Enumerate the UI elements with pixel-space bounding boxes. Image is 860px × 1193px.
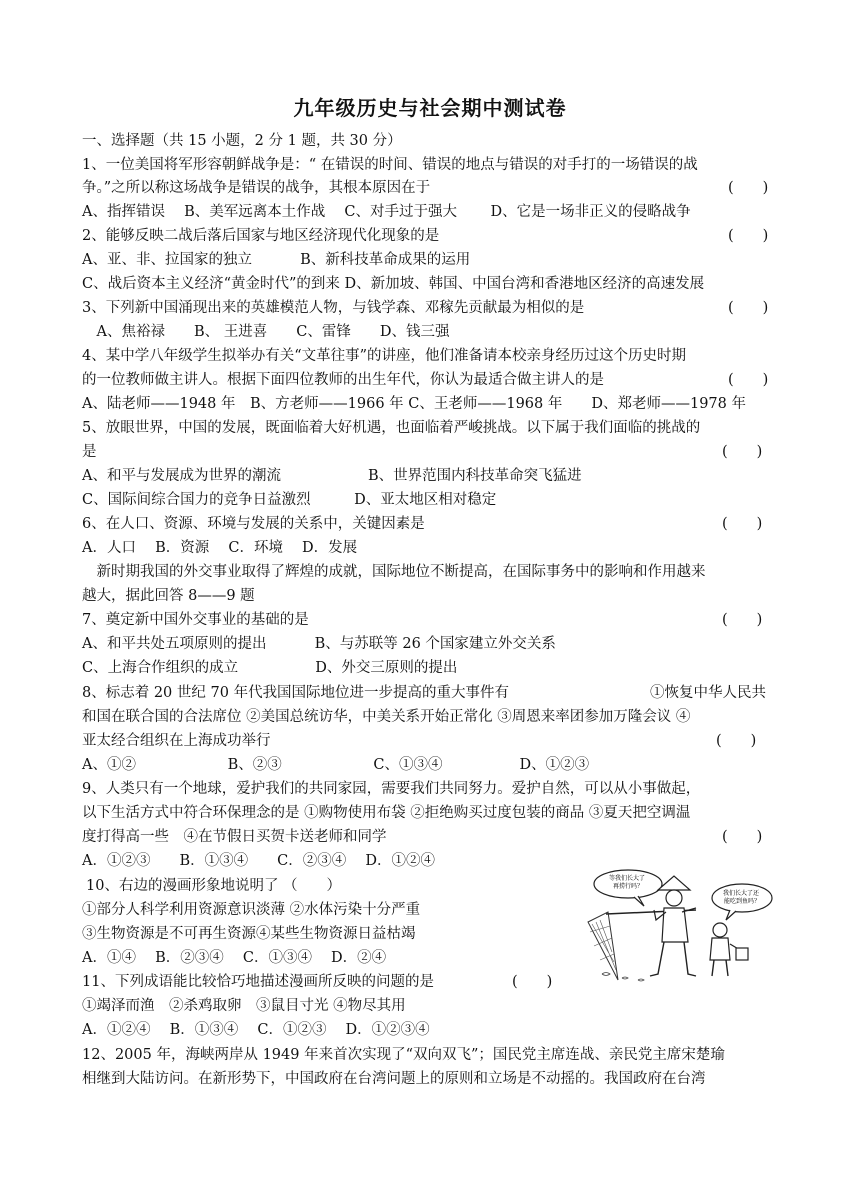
q2-options-cd: C、战后资本主义经济“黄金时代”的到来 D、新加坡、韩国、中国台湾和香港地区经济的高速发展	[82, 276, 705, 292]
q9-line2: 以下生活方式中符合环保理念的是 ①购物使用布袋 ②拒绝购买过度包装的商品 ③夏天把空调温	[82, 805, 691, 821]
bubble-left-line2: 再捞行吗？	[612, 883, 644, 890]
child-body	[710, 938, 730, 960]
q8-answer-paren: ( )	[716, 733, 757, 749]
q9-line3: 度打得高一些 ④在节假日买贺卡送老师和同学	[82, 829, 387, 845]
q5-answer-paren: ( )	[722, 444, 763, 460]
q5-line1: 5、放眼世界，中国的发展，既面临着大好机遇，也面临着严峻挑战。以下属于我们面临的挑战的	[82, 420, 701, 436]
q6-line1: 6、在人口、资源、环境与发展的关系中，关键因素是	[82, 516, 425, 532]
fishing-cartoon-image	[578, 862, 778, 986]
q7-options-ab: A、和平共处五项原则的提出 B、与苏联等 26 个国家建立外交关系	[82, 636, 556, 652]
q7-answer-paren: ( )	[722, 612, 763, 628]
q11-options: A．①②④ B．①③④ C．①②③ D．①②③④	[82, 1022, 430, 1038]
q4-line2: 的一位教师做主讲人。根据下面四位教师的出生年代，你认为最适合做主讲人的是	[82, 372, 604, 388]
q10-line1: 10、右边的漫画形象地说明了 （ ）	[86, 878, 342, 894]
q2-answer-paren: ( )	[728, 228, 769, 244]
man-head	[666, 890, 682, 906]
bubble-left-line1: 等我们长大了	[609, 875, 646, 882]
q8-line2: 和国在联合国的合法席位 ②美国总统访华，中美关系开始正常化 ③周恩来率团参加万隆会议 ④	[82, 709, 691, 725]
exam-title: 九年级历史与社会期中测试卷	[293, 96, 567, 120]
bubble-right-line2: 能吃到鱼吗？	[723, 898, 761, 905]
q7-options-cd: C、上海合作组织的成立 D、外交三原则的提出	[82, 660, 458, 676]
q8-line3: 亚太经合组织在上海成功举行	[82, 733, 271, 749]
q3-options: A、焦裕禄 B、 王进喜 C、雷锋 D、钱三强	[82, 324, 450, 340]
q1-answer-paren: ( )	[728, 180, 769, 196]
q5-options-ab: A、和平与发展成为世界的潮流 B、世界范围内科技革命突飞猛进	[82, 468, 582, 484]
q7-line1: 7、奠定新中国外交事业的基础的是	[82, 612, 309, 628]
q3-answer-paren: ( )	[728, 300, 769, 316]
bucket	[736, 948, 748, 960]
q1-options: A、指挥错误 B、美军远离本土作战 C、对手过于强大 D、它是一场非正义的侵略战争	[82, 204, 691, 220]
child-head	[713, 923, 727, 937]
bubble-right-line1: 我们长大了还	[723, 890, 760, 897]
q4-options: A、陆老师——1948 年 B、方老师——1966 年 C、王老师——1968 年 D、郑老师——1978 年	[82, 396, 746, 412]
q4-answer-paren: ( )	[728, 372, 769, 388]
q10-options: A．①④ B．②③④ C．①③④ D．②④	[82, 950, 387, 966]
q9-answer-paren: ( )	[722, 829, 763, 845]
q3-line1: 3、下列新中国涌现出来的英雄模范人物，与钱学森、邓稼先贡献最为相似的是	[82, 300, 585, 316]
q8-options: A、①② B、②③ C、①③④ D、①②③	[82, 757, 590, 773]
q5-line2: 是	[82, 444, 97, 460]
q11-line2: ①竭泽而渔 ②杀鸡取卵 ③鼠目寸光 ④物尽其用	[82, 998, 406, 1014]
section-heading: 一、选择题（共 15 小题，2 分 1 题，共 30 分）	[82, 133, 402, 149]
man-body	[662, 908, 688, 942]
man-legs	[650, 942, 696, 976]
q8-line1-tail: ①恢复中华人民共	[650, 685, 766, 701]
q2-line1: 2、能够反映二战后落后国家与地区经济现代化现象的是	[82, 228, 440, 244]
q9-line1: 9、人类只有一个地球，爱护我们的共同家园，需要我们共同努力。爱护自然，可以从小事做起，	[82, 781, 701, 797]
q5-options-cd: C、国际间综合国力的竞争日益激烈 D、亚太地区相对稳定	[82, 492, 497, 508]
passage-line2: 越大，据此回答 8——9 题	[82, 588, 255, 604]
straw-hat	[658, 876, 690, 890]
q9-options: A．①②③ B．①③④ C．②③④ D．①②④	[82, 853, 435, 869]
q10-line3: ③生物资源是不可再生资源④某些生物资源日益枯竭	[82, 926, 416, 942]
q11-answer-paren: ( )	[512, 974, 553, 990]
q12-line1: 12、2005 年，海峡两岸从 1949 年来首次实现了“双向双飞”；国民党主席连战、亲民党主席宋楚瑜	[82, 1047, 725, 1063]
q1-line2: 争。”之所以称这场战争是错误的战争，其根本原因在于	[82, 180, 431, 196]
passage-line1: 新时期我国的外交事业取得了辉煌的成就，国际地位不断提高，在国际事务中的影响和作用越来	[82, 564, 706, 580]
q2-options-ab: A、亚、非、拉国家的独立 B、新科技革命成果的运用	[82, 252, 471, 268]
q11-line1: 11、下列成语能比较恰巧地描述漫画所反映的问题的是	[82, 974, 434, 990]
q12-line2: 相继到大陆访问。在新形势下，中国政府在台湾问题上的原则和立场是不动摇的。我国政府在台湾	[82, 1071, 706, 1087]
q6-options: A．人口 B．资源 C．环境 D．发展	[82, 540, 358, 556]
q6-answer-paren: ( )	[722, 516, 763, 532]
q10-line2: ①部分人科学利用资源意识淡薄 ②水体污染十分严重	[82, 902, 421, 918]
q1-line1: 1、一位美国将军形容朝鲜战争是：“ 在错误的时间、错误的地点与错误的对手打的一场错误的战	[82, 157, 698, 173]
q4-line1: 4、某中学八年级学生拟举办有关“文革往事”的讲座，他们准备请本校亲身经历过这个历史时期	[82, 348, 687, 364]
q8-line1: 8、标志着 20 世纪 70 年代我国国际地位进一步提高的重大事件有	[82, 685, 510, 701]
fish-icon	[602, 973, 644, 982]
fishing-net	[588, 912, 618, 980]
